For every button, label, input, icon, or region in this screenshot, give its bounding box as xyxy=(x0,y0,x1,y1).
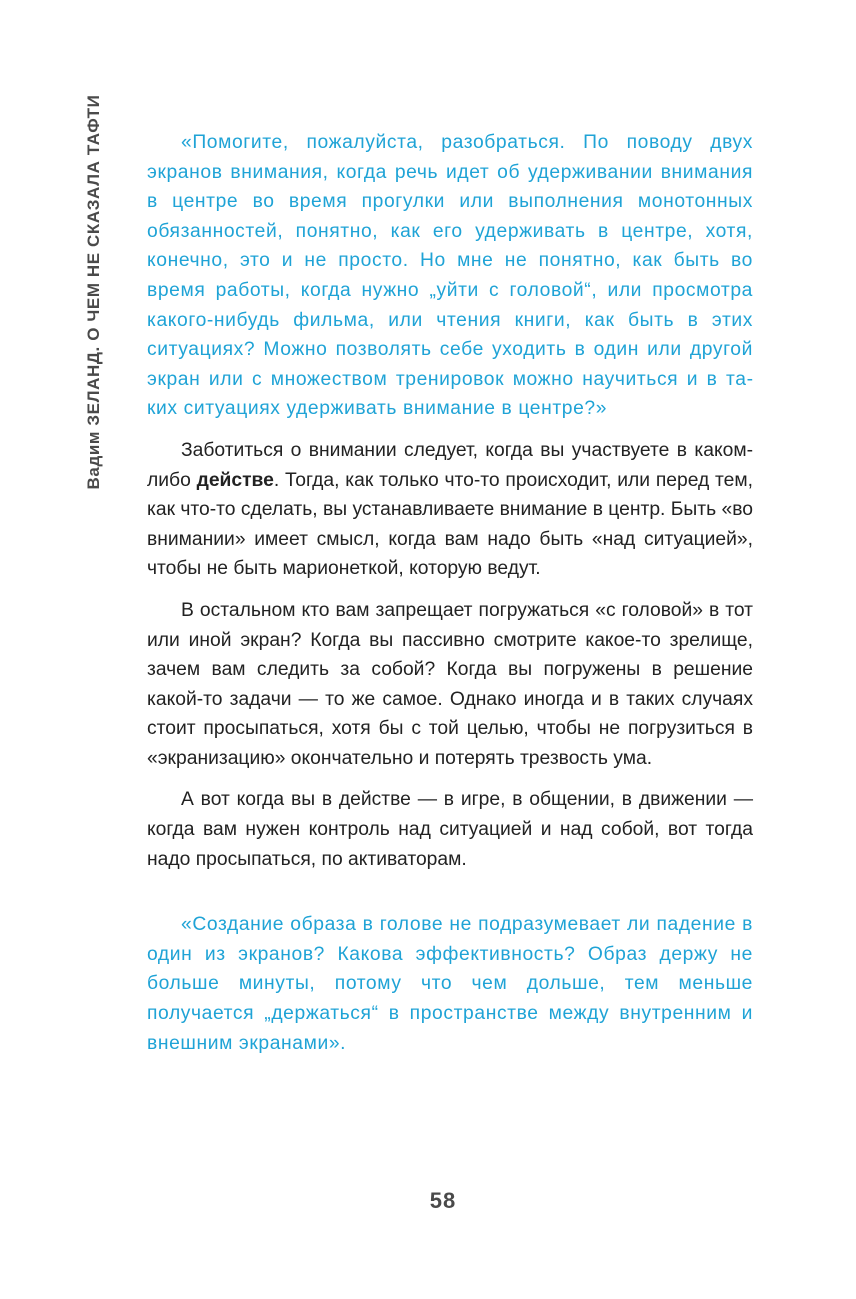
answer-paragraph-1 xyxy=(147,436,753,584)
page-number: 58 xyxy=(429,1188,457,1213)
emphasis-term: действе xyxy=(196,469,274,491)
reader-question-2: «Создание образа в голове не подразумевает ли падение в один из экранов? Какова эффективность? Образ держу не больше минуты, потому что чем дольше, тем меньше получается „держаться“ в пространстве между внутренним и внешним экранами». xyxy=(147,914,753,1054)
answer-paragraph-3: А вот когда вы в действе — в игре, в общении, в движении — когда вам нужен контроль над ситуацией и над собой, вот тогда надо просыпаться, по активаторам. xyxy=(147,789,753,870)
running-head: Вадим ЗЕЛАНД. О ЧЕМ НЕ СКАЗАЛА ТАФТИ xyxy=(84,94,103,490)
answer-paragraph-1-end: . Тогда, как только что-то происходит, или перед тем, как что-то сделать, вы устанавливаете внимание в центр. Быть «во внимании» имеет смысл, когда вам надо быть «над ситуацией», чтобы не быть марионеткой, которую ведут. xyxy=(147,469,753,580)
answer-paragraph-2: В остальном кто вам запрещает погружаться «с головой» в тот или иной экран? Когда вы пассивно смотрите какое-то зрелище, зачем вам следить за собой? Когда вы погружены в решение какой-то задачи — то же самое. Однако иногда и в таких случаях стоит просыпаться, хотя бы с той целью, чтобы не погрузиться в «экранизацию» окончательно и потерять трезвость ума. xyxy=(147,599,753,769)
answer-paragraph-1-start: Заботиться о внимании следует, когда вы участвуете в каком-либо xyxy=(147,439,753,491)
page-body xyxy=(147,128,753,1058)
reader-question-1: «Помогите, пожалуйста, разобраться. По поводу двух экранов внимания, когда речь идет об удерживании внимания в центре во время прогулки или выполнения монотонных обязанностей, понятно, как его удерживать в центре, хотя, конечно, это и не просто. Но мне не понятно, как быть во время работы, когда нужно „уйти с головой“, или просмотра какого-нибудь фильма, или чтения книги, как быть в этих ситуациях? Можно позволять себе уходить в один или другой экран или с множеством тренировок можно научиться и в таких ситуациях удерживать внимание в центре?» xyxy=(147,132,753,420)
